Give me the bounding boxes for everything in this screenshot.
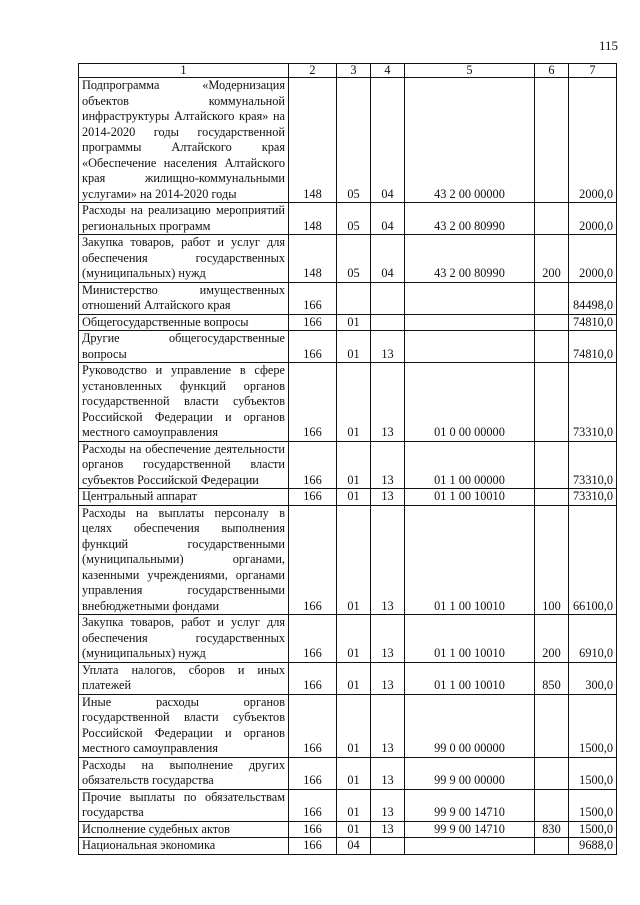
section-code: 01 xyxy=(337,789,371,821)
expense-type-code xyxy=(535,789,569,821)
subsection-code: 13 xyxy=(371,363,405,442)
subsection-code: 13 xyxy=(371,615,405,663)
ministry-code: 166 xyxy=(289,789,337,821)
table-row xyxy=(79,235,617,283)
expense-type-code xyxy=(535,694,569,757)
column-number: 7 xyxy=(569,64,617,78)
table-row xyxy=(79,615,617,663)
subsection-code xyxy=(371,314,405,331)
item-name: Исполнение судебных актов xyxy=(79,821,289,838)
expense-type-code xyxy=(535,78,569,203)
subsection-code: 13 xyxy=(371,694,405,757)
section-code: 01 xyxy=(337,662,371,694)
subsection-code: 13 xyxy=(371,821,405,838)
item-name: Руководство и управление в сфере установленных функций органов государственной власти субъектов Российской Федерации и органов местного самоуправления xyxy=(79,363,289,442)
item-name: Расходы на выполнение других обязательств государства xyxy=(79,757,289,789)
amount: 9688,0 xyxy=(569,838,617,855)
section-code: 05 xyxy=(337,235,371,283)
ministry-code: 166 xyxy=(289,838,337,855)
page-number: 115 xyxy=(598,38,618,53)
subsection-code: 04 xyxy=(371,78,405,203)
expense-type-code xyxy=(535,331,569,363)
table-row xyxy=(79,331,617,363)
expense-type-code xyxy=(535,282,569,314)
expense-type-code xyxy=(535,203,569,235)
item-name: Закупка товаров, работ и услуг для обеспечения государственных (муниципальных) нужд xyxy=(79,235,289,283)
target-article-code: 01 1 00 10010 xyxy=(405,505,535,615)
target-article-code xyxy=(405,838,535,855)
column-number: 2 xyxy=(289,64,337,78)
amount: 74810,0 xyxy=(569,331,617,363)
amount: 2000,0 xyxy=(569,203,617,235)
target-article-code xyxy=(405,282,535,314)
section-code: 01 xyxy=(337,331,371,363)
target-article-code: 01 1 00 10010 xyxy=(405,615,535,663)
item-name: Закупка товаров, работ и услуг для обеспечения государственных (муниципальных) нужд xyxy=(79,615,289,663)
target-article-code: 43 2 00 80990 xyxy=(405,203,535,235)
item-name: Министерство имущественных отношений Алтайского края xyxy=(79,282,289,314)
section-code: 01 xyxy=(337,757,371,789)
amount: 84498,0 xyxy=(569,282,617,314)
table-row xyxy=(79,789,617,821)
item-name: Национальная экономика xyxy=(79,838,289,855)
section-code: 05 xyxy=(337,203,371,235)
ministry-code: 166 xyxy=(289,314,337,331)
table-row xyxy=(79,662,617,694)
table-row xyxy=(79,757,617,789)
ministry-code: 166 xyxy=(289,363,337,442)
expense-type-code xyxy=(535,363,569,442)
section-code: 04 xyxy=(337,838,371,855)
target-article-code: 99 9 00 14710 xyxy=(405,789,535,821)
ministry-code: 166 xyxy=(289,331,337,363)
item-name: Иные расходы органов государственной власти субъектов Российской Федерации и органов местного самоуправления xyxy=(79,694,289,757)
ministry-code: 166 xyxy=(289,489,337,506)
amount: 2000,0 xyxy=(569,78,617,203)
amount: 1500,0 xyxy=(569,694,617,757)
target-article-code xyxy=(405,314,535,331)
target-article-code: 01 1 00 10010 xyxy=(405,662,535,694)
subsection-code: 13 xyxy=(371,331,405,363)
target-article-code xyxy=(405,331,535,363)
ministry-code: 166 xyxy=(289,662,337,694)
section-code: 01 xyxy=(337,489,371,506)
ministry-code: 166 xyxy=(289,615,337,663)
ministry-code: 166 xyxy=(289,505,337,615)
target-article-code: 99 9 00 00000 xyxy=(405,757,535,789)
table-row xyxy=(79,821,617,838)
subsection-code: 13 xyxy=(371,662,405,694)
section-code: 01 xyxy=(337,821,371,838)
column-number: 5 xyxy=(405,64,535,78)
item-name: Прочие выплаты по обязательствам государства xyxy=(79,789,289,821)
subsection-code: 13 xyxy=(371,441,405,489)
subsection-code: 13 xyxy=(371,757,405,789)
subsection-code: 04 xyxy=(371,235,405,283)
amount: 1500,0 xyxy=(569,789,617,821)
expense-type-code: 200 xyxy=(535,235,569,283)
budget-table xyxy=(78,63,617,855)
table-row xyxy=(79,282,617,314)
section-code: 05 xyxy=(337,78,371,203)
section-code: 01 xyxy=(337,363,371,442)
amount: 73310,0 xyxy=(569,489,617,506)
expense-type-code: 100 xyxy=(535,505,569,615)
item-name: Расходы на обеспечение деятельности органов государственной власти субъектов Российской Федерации xyxy=(79,441,289,489)
item-name: Другие общегосударственные вопросы xyxy=(79,331,289,363)
amount: 300,0 xyxy=(569,662,617,694)
subsection-code: 04 xyxy=(371,203,405,235)
section-code: 01 xyxy=(337,615,371,663)
item-name: Общегосударственные вопросы xyxy=(79,314,289,331)
expense-type-code xyxy=(535,838,569,855)
expense-type-code: 200 xyxy=(535,615,569,663)
subsection-code xyxy=(371,838,405,855)
amount: 66100,0 xyxy=(569,505,617,615)
section-code xyxy=(337,282,371,314)
target-article-code: 43 2 00 00000 xyxy=(405,78,535,203)
amount: 6910,0 xyxy=(569,615,617,663)
amount: 74810,0 xyxy=(569,314,617,331)
amount: 73310,0 xyxy=(569,441,617,489)
expense-type-code: 830 xyxy=(535,821,569,838)
ministry-code: 166 xyxy=(289,757,337,789)
item-name: Подпрограмма «Модернизация объектов коммунальной инфраструктуры Алтайского края» на 2014-2020 годы государственной программы Алтайского края «Обеспечение населения Алтайского края жилищно-коммунальными услугами» на 2014-2020 годы xyxy=(79,78,289,203)
ministry-code: 148 xyxy=(289,203,337,235)
item-name: Расходы на реализацию мероприятий региональных программ xyxy=(79,203,289,235)
ministry-code: 166 xyxy=(289,821,337,838)
item-name: Центральный аппарат xyxy=(79,489,289,506)
ministry-code: 148 xyxy=(289,78,337,203)
table-row xyxy=(79,505,617,615)
table-row xyxy=(79,203,617,235)
section-code: 01 xyxy=(337,314,371,331)
section-code: 01 xyxy=(337,694,371,757)
column-number: 6 xyxy=(535,64,569,78)
column-number: 3 xyxy=(337,64,371,78)
item-name: Уплата налогов, сборов и иных платежей xyxy=(79,662,289,694)
table-row xyxy=(79,489,617,506)
table-row xyxy=(79,363,617,442)
table-row xyxy=(79,838,617,855)
ministry-code: 148 xyxy=(289,235,337,283)
table-row xyxy=(79,441,617,489)
table-row xyxy=(79,694,617,757)
expense-type-code: 850 xyxy=(535,662,569,694)
target-article-code: 99 9 00 14710 xyxy=(405,821,535,838)
column-number: 4 xyxy=(371,64,405,78)
ministry-code: 166 xyxy=(289,282,337,314)
expense-type-code xyxy=(535,441,569,489)
amount: 73310,0 xyxy=(569,363,617,442)
column-number: 1 xyxy=(79,64,289,78)
target-article-code: 99 0 00 00000 xyxy=(405,694,535,757)
amount: 2000,0 xyxy=(569,235,617,283)
subsection-code: 13 xyxy=(371,505,405,615)
expense-type-code xyxy=(535,489,569,506)
section-code: 01 xyxy=(337,505,371,615)
subsection-code: 13 xyxy=(371,789,405,821)
target-article-code: 43 2 00 80990 xyxy=(405,235,535,283)
subsection-code xyxy=(371,282,405,314)
ministry-code: 166 xyxy=(289,441,337,489)
amount: 1500,0 xyxy=(569,757,617,789)
target-article-code: 01 1 00 10010 xyxy=(405,489,535,506)
amount: 1500,0 xyxy=(569,821,617,838)
target-article-code: 01 1 00 00000 xyxy=(405,441,535,489)
expense-type-code xyxy=(535,314,569,331)
subsection-code: 13 xyxy=(371,489,405,506)
table-row xyxy=(79,314,617,331)
table-row xyxy=(79,78,617,203)
column-number-row xyxy=(79,64,617,78)
ministry-code: 166 xyxy=(289,694,337,757)
expense-type-code xyxy=(535,757,569,789)
target-article-code: 01 0 00 00000 xyxy=(405,363,535,442)
section-code: 01 xyxy=(337,441,371,489)
item-name: Расходы на выплаты персоналу в целях обеспечения выполнения функций государственными (муниципальными) органами, казенными учреждениями, органами управления государственными внебюджетными фондами xyxy=(79,505,289,615)
